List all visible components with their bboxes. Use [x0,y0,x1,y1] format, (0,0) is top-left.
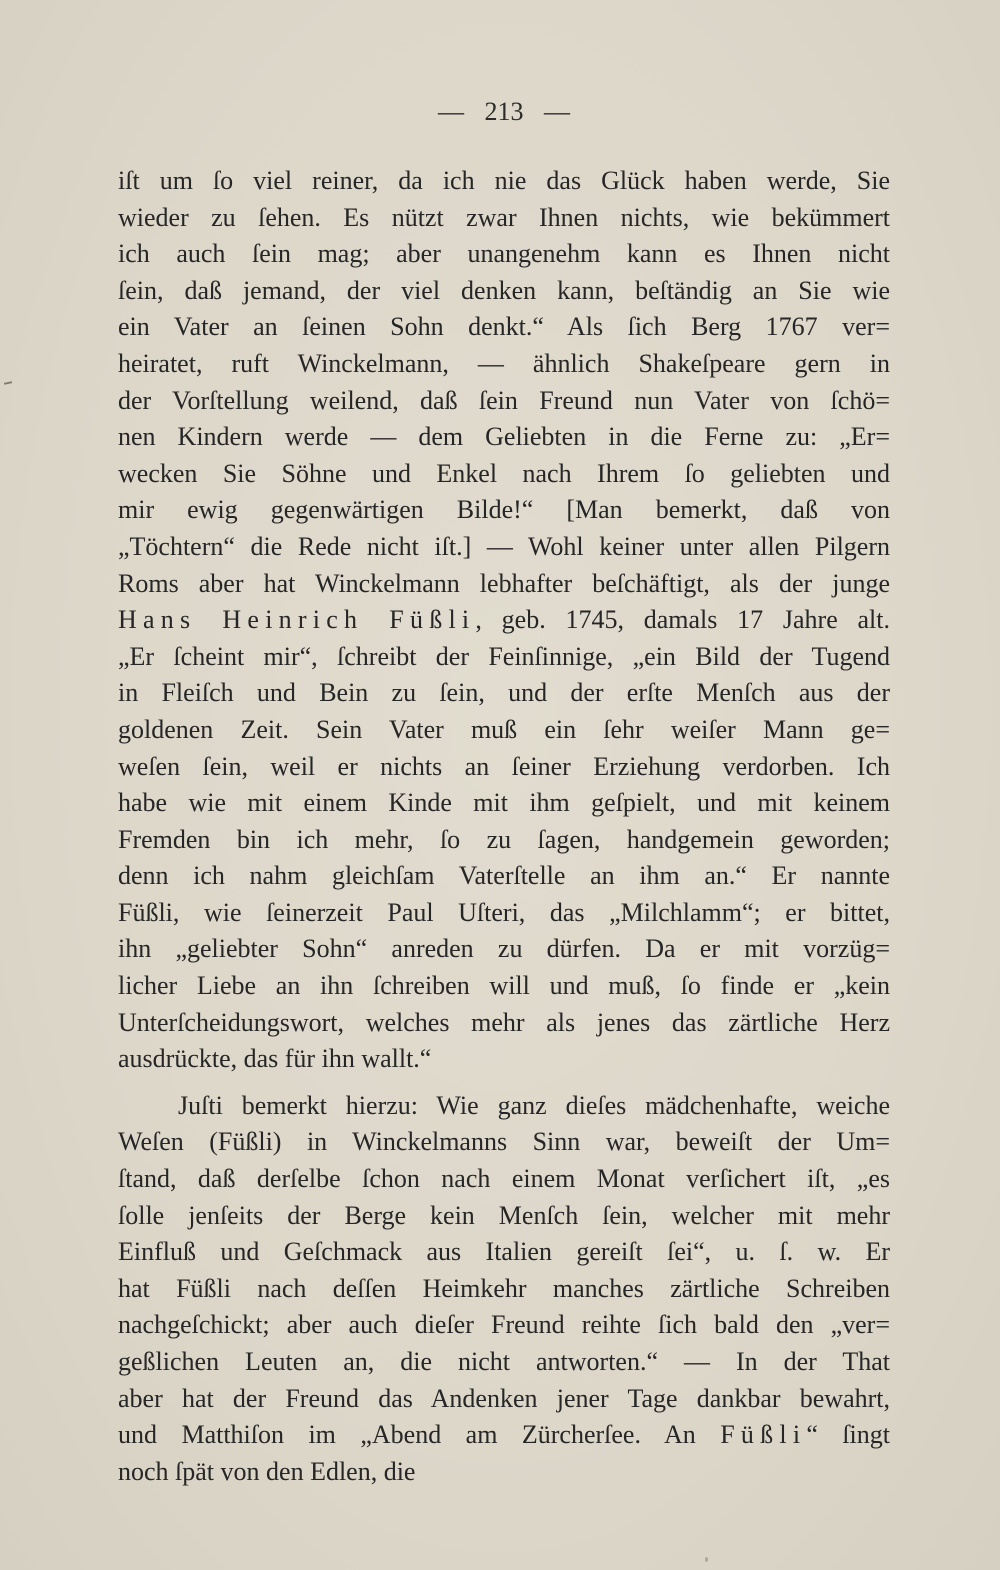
text-line: „Er ſcheint mir“, ſchreibt der Feinſinnige, „ein Bild der Tugend [118,641,890,671]
text-line: ihn „geliebter Sohn“ anreden zu dürfen. Da er mit vorzüg= [118,934,890,964]
paragraph [118,1088,890,1491]
text-line: geßlichen Leuten an, die nicht antworten.“ — In der That [118,1347,890,1376]
text-line: Unterſcheidungswort, welches mehr als jenes das zärtliche Herz [118,1007,890,1037]
spaced-name: Hans Heinrich Füßli [118,605,476,635]
text-line: iſt um ſo viel reiner, da ich nie das Glück haben werde, Sie [118,166,890,195]
text-segment: , geb. 1745, damals 17 Jahre alt. [475,605,890,635]
spaced-name: Füßli [720,1420,807,1450]
text-line: nachgeſchickt; aber auch dieſer Freund reihte ſich bald den „ver= [118,1310,890,1340]
text-line: nen Kindern werde — dem Geliebten in die Ferne zu: „Er= [118,422,890,452]
text-line: goldenen Zeit. Sein Vater muß ein ſehr weiſer Mann ge= [118,714,890,744]
scan-speck [705,1557,708,1562]
text-line: Roms aber hat Winckelmann lebhafter beſchäftigt, als der junge [118,568,890,598]
scan-mark [4,381,12,385]
text-line: heiratet, ruft Winckelmann, — ähnlich Shakeſpeare gern in [118,348,890,378]
text-line: habe wie mit einem Kinde mit ihm geſpielt, und mit keinem [118,788,890,818]
body-text [118,163,890,1490]
text-line: wieder zu ſehen. Es nützt zwar Ihnen nichts, wie bekümmert [118,202,890,232]
text-line: Fremden bin ich mehr, ſo zu ſagen, handgemein geworden; [118,824,890,854]
text-line: denn ich nahm gleichſam Vaterſtelle an ihm an.“ Er nannte [118,861,890,891]
text-line: ſtand, daß derſelbe ſchon nach einem Monat verſichert iſt, „es [118,1164,890,1194]
text-line: Füßli, wie ſeinerzeit Paul Uſteri, das „Milchlamm“; er bittet, [118,897,890,927]
text-segment: “ ſingt [806,1420,890,1450]
text-line: ich auch ſein mag; aber unangenehm kann es Ihnen nicht [118,239,890,269]
text-line: hat Füßli nach deſſen Heimkehr manches zärtliche Schreiben [118,1273,890,1303]
text-line: ein Vater an ſeinen Sohn denkt.“ Als ſich Berg 1767 ver= [118,312,890,342]
text-line: in Fleiſch und Bein zu ſein, und der erſte Menſch aus der [118,678,890,708]
text-line: Juſti bemerkt hierzu: Wie ganz dieſes mädchenhafte, weiche [178,1090,890,1120]
text-line: noch ſpät von den Edlen, die [118,1456,416,1486]
text-line: weſen ſein, weil er nichts an ſeiner Erziehung verdorben. Ich [118,751,890,781]
text-line: ausdrückte, das für ihn wallt.“ [118,1044,432,1074]
paragraph [118,163,890,1078]
text-line: licher Liebe an ihn ſchreiben will und muß, ſo finde er „kein [118,971,890,1001]
text-line [118,1417,890,1454]
page-number: — 213 — [438,97,570,126]
text-segment: und Matthiſon im „Abend am Zürcherſee. An [118,1420,721,1450]
text-line: Einfluß und Geſchmack aus Italien gereiſt ſei“, u. ſ. w. Er [118,1237,890,1267]
text-line: aber hat der Freund das Andenken jener Tage dankbar bewahrt, [118,1383,890,1413]
text-line: „Töchtern“ die Rede nicht iſt.] — Wohl keiner unter allen Pilgern [118,531,890,561]
text-line: ſolle jenſeits der Berge kein Menſch ſein, welcher mit mehr [118,1200,890,1230]
text-line: der Vorſtellung weilend, daß ſein Freund nun Vater von ſchö= [118,385,890,415]
text-line [118,602,890,639]
text-line: Weſen (Füßli) in Winckelmanns Sinn war, beweiſt der Um= [118,1127,890,1157]
text-line: ſein, daß jemand, der viel denken kann, beſtändig an Sie wie [118,275,890,305]
text-line: mir ewig gegenwärtigen Bilde!“ [Man bemerkt, daß von [118,495,890,525]
text-line: wecken Sie Söhne und Enkel nach Ihrem ſo geliebten und [118,458,890,488]
